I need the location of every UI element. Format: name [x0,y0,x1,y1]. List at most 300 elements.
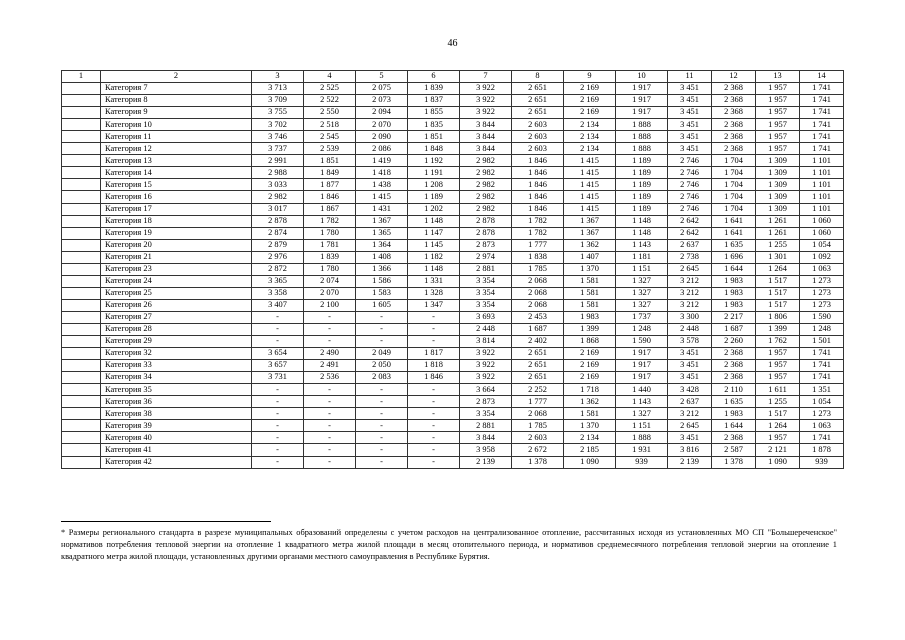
table-cell: 3 212 [668,287,712,299]
table-cell: 1 957 [756,372,800,384]
table-cell [62,275,101,287]
table-cell: 1 208 [408,179,460,191]
table-body [62,83,844,469]
table-cell: 1 415 [564,167,616,179]
page-number: 46 [447,38,458,49]
table-cell: - [356,408,408,420]
table-cell: 1 957 [756,131,800,143]
category-cell: Категория 12 [101,143,252,155]
table-cell: 2 651 [512,107,564,119]
table-cell: 1 838 [512,251,564,263]
table-cell: 2 491 [304,360,356,372]
table-cell: 2 368 [712,143,756,155]
table-cell: 2 134 [564,119,616,131]
table-cell: - [356,432,408,444]
table-cell: 3 354 [460,275,512,287]
table-cell: 2 368 [712,107,756,119]
table-row [62,107,844,119]
table-cell [62,360,101,372]
table-cell: - [408,384,460,396]
table-cell: 3 844 [460,119,512,131]
table-cell: 2 642 [668,215,712,227]
table-cell: 1 367 [356,215,408,227]
table-cell: 1 835 [408,119,460,131]
table-cell: 3 428 [668,384,712,396]
table-cell: 3 451 [668,348,712,360]
table-cell: 2 651 [512,83,564,95]
table-cell: 1 846 [512,203,564,215]
table-cell: 1 261 [756,227,800,239]
table-cell: 1 957 [756,360,800,372]
table-cell: 2 525 [304,83,356,95]
table-row [62,444,844,456]
table-cell: 2 982 [460,191,512,203]
table-cell: 2 587 [712,444,756,456]
table-row [62,432,844,444]
table-cell [62,83,101,95]
table-cell: 3 654 [252,348,304,360]
table-cell: 2 976 [252,251,304,263]
footnote-text: * Размеры регионального стандарта в разрезе муниципальных образований определены с учетом расходов на централизованное отопление, рассчитанных исходя из установленных МО СП "Большереченское" нормативов потребления тепловой энергии на отопление 1 квадратного метра жилой площади в месяц отопительного периода, и нормативов среднемесячного потребления тепловой энергии на отопление 1 квадратного метра жилой площади, установленных другими органами местного самоуправления в Республике Бурятия. [61,528,837,562]
table-cell: 2 988 [252,167,304,179]
table-row [62,360,844,372]
table-cell: 1 611 [756,384,800,396]
table-cell: - [304,432,356,444]
table-cell: 1 090 [564,456,616,468]
table-cell: 2 368 [712,131,756,143]
table-cell: 1 370 [564,420,616,432]
table-cell [62,263,101,275]
table-cell: 1 090 [756,456,800,468]
table-cell: 3 451 [668,107,712,119]
table-cell: 1 741 [800,119,844,131]
table-cell: 1 741 [800,131,844,143]
category-cell: Категория 35 [101,384,252,396]
table-cell: 2 070 [356,119,408,131]
column-header: 12 [712,71,756,83]
table-cell: 1 143 [616,239,668,251]
table-cell [62,215,101,227]
table-cell: 1 917 [616,372,668,384]
table-cell: 1 054 [800,239,844,251]
table-cell: 2 603 [512,143,564,155]
category-cell: Категория 7 [101,83,252,95]
table-cell: 2 090 [356,131,408,143]
table-cell: 1 687 [512,323,564,335]
table-cell: 3 922 [460,107,512,119]
table-cell: 1 189 [616,203,668,215]
category-cell: Категория 32 [101,348,252,360]
category-cell: Категория 16 [101,191,252,203]
table-cell: 2 603 [512,131,564,143]
table-cell: 1 846 [512,167,564,179]
table-cell: 2 169 [564,83,616,95]
table-cell: 1 586 [356,275,408,287]
table-cell: 1 301 [756,251,800,263]
table-cell: 1 143 [616,396,668,408]
table-cell [62,107,101,119]
table-cell [62,119,101,131]
table-cell: 2 746 [668,203,712,215]
table-cell: 1 351 [800,384,844,396]
table-cell: 1 517 [756,275,800,287]
table-cell: - [252,408,304,420]
table-cell: 3 731 [252,372,304,384]
table-cell: 1 762 [756,336,800,348]
table-cell: 1 063 [800,420,844,432]
table-cell: 1 378 [712,456,756,468]
table-cell: 1 782 [304,215,356,227]
table-cell: 3 657 [252,360,304,372]
table-cell: 1 060 [800,215,844,227]
column-header: 1 [62,71,101,83]
table-cell: 1 370 [564,263,616,275]
table-cell: 1 581 [564,275,616,287]
table-cell: 1 407 [564,251,616,263]
table-cell: 1 635 [712,396,756,408]
table-row [62,203,844,215]
table-cell: 2 603 [512,119,564,131]
table-cell: 2 083 [356,372,408,384]
table-cell: 1 364 [356,239,408,251]
table-cell: 2 100 [304,299,356,311]
table-cell: 1 704 [712,179,756,191]
table-cell: 3 451 [668,95,712,107]
table-cell: 2 121 [756,444,800,456]
table-cell: - [304,336,356,348]
table-cell [62,203,101,215]
table-cell: 2 490 [304,348,356,360]
table-row [62,396,844,408]
table-cell: 1 415 [564,179,616,191]
table-cell: 1 367 [564,227,616,239]
category-cell: Категория 15 [101,179,252,191]
table-cell: 1 818 [408,360,460,372]
table-cell: 3 017 [252,203,304,215]
table-cell: - [252,396,304,408]
table-cell: 3 746 [252,131,304,143]
table-cell: - [304,456,356,468]
column-header: 8 [512,71,564,83]
table-cell: 1 878 [800,444,844,456]
table-cell: 1 849 [304,167,356,179]
table-cell: - [304,408,356,420]
table-cell: 1 092 [800,251,844,263]
table-cell: 3 451 [668,131,712,143]
table-cell: - [356,456,408,468]
table-cell: 2 974 [460,251,512,263]
table-cell: 2 073 [356,95,408,107]
table-cell: 2 134 [564,131,616,143]
table-cell [62,191,101,203]
table-cell: 1 189 [616,167,668,179]
table-cell: 2 522 [304,95,356,107]
table-row [62,227,844,239]
table-cell: 1 641 [712,215,756,227]
table-cell: 3 354 [460,287,512,299]
table-cell: 3 451 [668,372,712,384]
table-cell [62,131,101,143]
table-cell: 1 846 [408,372,460,384]
table-cell: 2 169 [564,107,616,119]
table-cell: 1 777 [512,396,564,408]
table-row [62,215,844,227]
table-cell: 1 431 [356,203,408,215]
table-row [62,191,844,203]
table-cell: 2 738 [668,251,712,263]
table-cell: 3 816 [668,444,712,456]
table-cell: - [252,444,304,456]
category-cell: Категория 33 [101,360,252,372]
table-cell: 1 780 [304,227,356,239]
table-cell: 1 151 [616,263,668,275]
table-row [62,143,844,155]
table-cell: 1 366 [356,263,408,275]
table-cell: 1 839 [304,251,356,263]
table-cell: 1 248 [616,323,668,335]
table-cell: 1 888 [616,432,668,444]
table-cell: 1 957 [756,432,800,444]
table-cell: 3 702 [252,119,304,131]
column-header: 3 [252,71,304,83]
table-cell: 2 881 [460,263,512,275]
table-cell: 1 145 [408,239,460,251]
table-cell: 1 868 [564,336,616,348]
table-cell: 2 637 [668,239,712,251]
category-cell: Категория 40 [101,432,252,444]
table-cell: 3 212 [668,299,712,311]
category-cell: Категория 17 [101,203,252,215]
category-cell: Категория 11 [101,131,252,143]
table-cell: 1 635 [712,239,756,251]
table-row [62,456,844,468]
table-cell: 1 848 [408,143,460,155]
table-cell: 1 517 [756,408,800,420]
table-cell: 1 837 [408,95,460,107]
table-cell: 1 261 [756,215,800,227]
table-cell: 2 402 [512,336,564,348]
table-cell: 3 358 [252,287,304,299]
table-cell: 1 931 [616,444,668,456]
table-cell: 3 212 [668,408,712,420]
table-cell: - [356,323,408,335]
table-cell: - [356,396,408,408]
table-cell [62,408,101,420]
table-cell: 2 075 [356,83,408,95]
table-cell: 2 260 [712,336,756,348]
category-cell: Категория 36 [101,396,252,408]
table-cell: 3 922 [460,83,512,95]
table-cell [62,179,101,191]
table-cell: 2 645 [668,420,712,432]
table-cell: 3 958 [460,444,512,456]
table-cell: 1 202 [408,203,460,215]
table-cell: 1 331 [408,275,460,287]
table-cell: 1 957 [756,143,800,155]
table-cell: - [408,432,460,444]
table-cell: 1 581 [564,299,616,311]
table-cell [62,287,101,299]
table-cell: 1 957 [756,95,800,107]
table-cell: 2 881 [460,420,512,432]
table-cell: 1 192 [408,155,460,167]
table-cell: 2 169 [564,348,616,360]
category-cell: Категория 41 [101,444,252,456]
table-cell: 1 399 [564,323,616,335]
table-cell: 1 846 [304,191,356,203]
table-cell: - [252,432,304,444]
table-cell: 3 212 [668,275,712,287]
table-cell: 3 451 [668,83,712,95]
table-cell: - [252,456,304,468]
table-cell: 1 328 [408,287,460,299]
table-cell: 2 873 [460,239,512,251]
table-cell: 2 169 [564,360,616,372]
table-cell: 1 415 [564,155,616,167]
table-cell [62,227,101,239]
table-cell: 1 264 [756,420,800,432]
table-cell: 1 583 [356,287,408,299]
table-cell: - [408,396,460,408]
table-cell: 1 101 [800,179,844,191]
table-cell: 3 354 [460,299,512,311]
column-header: 11 [668,71,712,83]
table-cell: 2 982 [460,179,512,191]
table-cell: 1 917 [616,348,668,360]
table-cell: 2 872 [252,263,304,275]
table-cell [62,336,101,348]
category-cell: Категория 8 [101,95,252,107]
table-cell: 1 255 [756,239,800,251]
table-cell [62,167,101,179]
column-header: 9 [564,71,616,83]
table-cell: 1 147 [408,227,460,239]
table-cell: 1 983 [712,408,756,420]
table-row [62,372,844,384]
category-cell: Категория 23 [101,263,252,275]
table-cell: - [304,420,356,432]
table-cell: 1 189 [408,191,460,203]
table-cell: 1 704 [712,191,756,203]
table-cell: 1 101 [800,191,844,203]
table-cell: 3 451 [668,360,712,372]
table-cell: 1 309 [756,167,800,179]
category-cell: Категория 29 [101,336,252,348]
table-cell: 1 741 [800,360,844,372]
table-cell: 2 139 [460,456,512,468]
table-cell: 2 368 [712,348,756,360]
category-cell: Категория 34 [101,372,252,384]
category-cell: Категория 13 [101,155,252,167]
table-cell: 1 983 [712,275,756,287]
table-row [62,239,844,251]
table-cell: 1 917 [616,360,668,372]
table-cell: 2 991 [252,155,304,167]
table-cell: 1 777 [512,239,564,251]
table-cell: 1 148 [408,263,460,275]
table-cell: - [356,444,408,456]
table-cell: 1 581 [564,408,616,420]
table-cell: 1 101 [800,203,844,215]
table-cell: 1 741 [800,372,844,384]
table-cell: 1 737 [616,311,668,323]
category-cell: Категория 27 [101,311,252,323]
table-cell: 1 309 [756,179,800,191]
table-cell: - [252,384,304,396]
table-cell: 3 365 [252,275,304,287]
table-cell: 2 982 [252,191,304,203]
table-row [62,299,844,311]
table-cell: 1 189 [616,191,668,203]
table-cell: - [252,336,304,348]
table-row [62,155,844,167]
table-cell: 1 309 [756,203,800,215]
table-cell: 1 957 [756,83,800,95]
table-cell: 3 354 [460,408,512,420]
table-cell: 2 110 [712,384,756,396]
table-cell: 1 877 [304,179,356,191]
table-cell: 3 033 [252,179,304,191]
table-cell: 1 718 [564,384,616,396]
table-cell: 1 741 [800,143,844,155]
table-cell [62,251,101,263]
table-cell: 3 922 [460,360,512,372]
table-cell: 1 367 [564,215,616,227]
table-cell: 1 063 [800,263,844,275]
table-cell: 1 888 [616,143,668,155]
table-row [62,275,844,287]
table-cell: 3 713 [252,83,304,95]
table-cell: 1 817 [408,348,460,360]
table-cell: 1 248 [800,323,844,335]
table-cell [62,456,101,468]
column-header: 13 [756,71,800,83]
table-cell: 1 362 [564,396,616,408]
table-cell: 1 839 [408,83,460,95]
table-cell: 1 917 [616,107,668,119]
table-cell: 1 641 [712,227,756,239]
category-cell: Категория 20 [101,239,252,251]
table-cell: 3 844 [460,143,512,155]
category-cell: Категория 28 [101,323,252,335]
table-cell: 1 917 [616,83,668,95]
table-cell: 1 782 [512,215,564,227]
category-cell: Категория 18 [101,215,252,227]
table-cell: 939 [616,456,668,468]
table-cell: - [304,396,356,408]
table-cell: - [304,311,356,323]
table-cell: 1 590 [800,311,844,323]
table-cell [62,323,101,335]
table-cell: 3 300 [668,311,712,323]
table-cell: 1 741 [800,95,844,107]
table-cell: 1 255 [756,396,800,408]
category-cell: Категория 24 [101,275,252,287]
table-cell: 2 086 [356,143,408,155]
table-cell: - [304,444,356,456]
table-cell: 1 785 [512,420,564,432]
table-cell: 1 867 [304,203,356,215]
table-cell [62,420,101,432]
table-cell: - [356,384,408,396]
table-cell: 3 578 [668,336,712,348]
table-cell: 1 917 [616,95,668,107]
table-cell: 2 094 [356,107,408,119]
table-cell: 2 982 [460,167,512,179]
table-cell: 3 451 [668,119,712,131]
table-cell: 2 518 [304,119,356,131]
table-cell: 1 781 [304,239,356,251]
